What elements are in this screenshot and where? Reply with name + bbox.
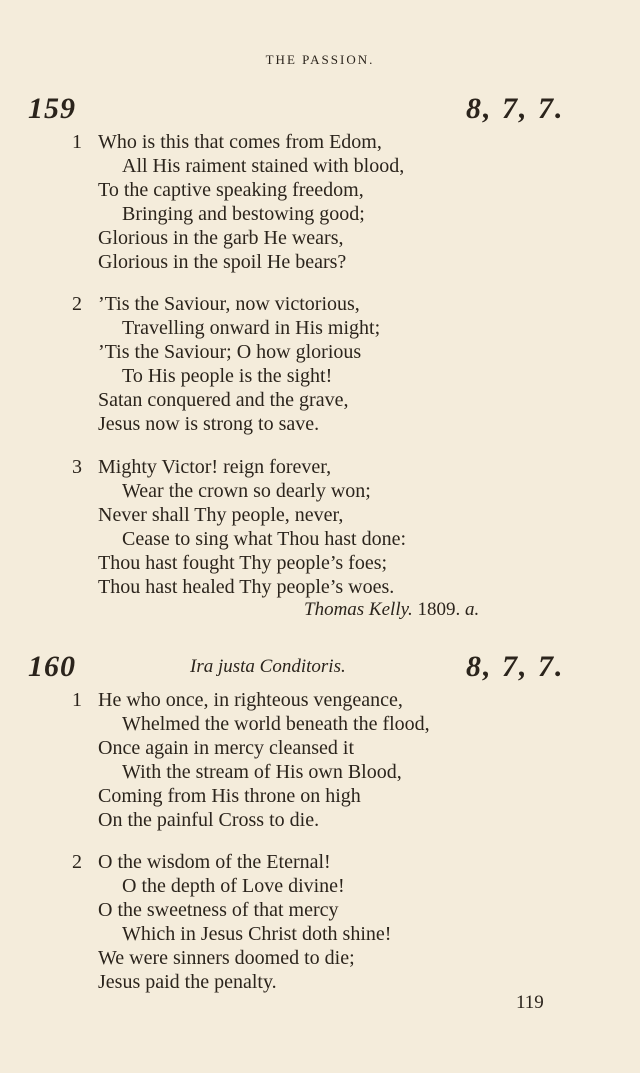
hymn-meter: 8, 7, 7. [466, 650, 565, 683]
hymn-latin-title: Ira justa Conditoris. [190, 656, 346, 677]
verse-number: 1 [72, 131, 82, 153]
verse-line: Never shall Thy people, never, [98, 504, 344, 526]
hymn-number: 160 [28, 650, 76, 683]
verse-line: Once again in mercy cleansed it [98, 737, 354, 759]
verse-line: Thou hast healed Thy people’s woes. [98, 576, 395, 598]
verse-number: 1 [72, 689, 82, 711]
verse-line: We were sinners doomed to die; [98, 947, 355, 969]
verse-line: To the captive speaking freedom, [98, 179, 364, 201]
verse-line: With the stream of His own Blood, [122, 761, 402, 783]
hymn-meter: 8, 7, 7. [466, 92, 565, 125]
verse-line: O the wisdom of the Eternal! [98, 851, 331, 873]
verse-line: Bringing and bestowing good; [122, 203, 365, 225]
verse-line: Glorious in the garb He wears, [98, 227, 344, 249]
verse-number: 2 [72, 851, 82, 873]
page-number: 119 [516, 992, 544, 1013]
verse-line: Jesus now is strong to save. [98, 413, 320, 435]
verse-line: Cease to sing what Thou hast done: [122, 528, 407, 550]
verse-line: O the depth of Love divine! [122, 875, 345, 897]
verse-number: 3 [72, 456, 82, 478]
verse-line: Whelmed the world beneath the flood, [122, 713, 430, 735]
running-head: THE PASSION. [265, 52, 375, 67]
verse-line: He who once, in righteous vengeance, [98, 689, 403, 711]
attribution-author: Thomas Kelly. [304, 599, 413, 620]
verse-line: On the painful Cross to die. [98, 809, 320, 831]
verse-line: All His raiment stained with blood, [122, 155, 405, 177]
verse-line: Thou hast fought Thy people’s foes; [98, 552, 388, 574]
verse-line: Wear the crown so dearly won; [122, 480, 371, 502]
attribution [304, 598, 479, 622]
attribution-year: 1809. [417, 599, 461, 620]
verse-line: Jesus paid the penalty. [98, 971, 277, 993]
verse-line: Which in Jesus Christ doth shine! [122, 923, 392, 945]
verse-line: ’Tis the Saviour, now victorious, [98, 293, 360, 315]
verse-line: Who is this that comes from Edom, [98, 131, 382, 153]
hymn-number: 159 [28, 92, 76, 125]
verse-number: 2 [72, 293, 82, 315]
attribution-code: a. [464, 599, 480, 620]
verse-line: Coming from His throne on high [98, 785, 361, 807]
verse-line: O the sweetness of that mercy [98, 899, 339, 921]
verse-line: Travelling onward in His might; [122, 317, 381, 339]
verse-line: ’Tis the Saviour; O how glorious [98, 341, 362, 363]
verse-line: Mighty Victor! reign forever, [98, 456, 332, 478]
verse-line: Satan conquered and the grave, [98, 389, 349, 411]
verse-line: Glorious in the spoil He bears? [98, 251, 347, 273]
verse-line: To His people is the sight! [122, 365, 333, 387]
